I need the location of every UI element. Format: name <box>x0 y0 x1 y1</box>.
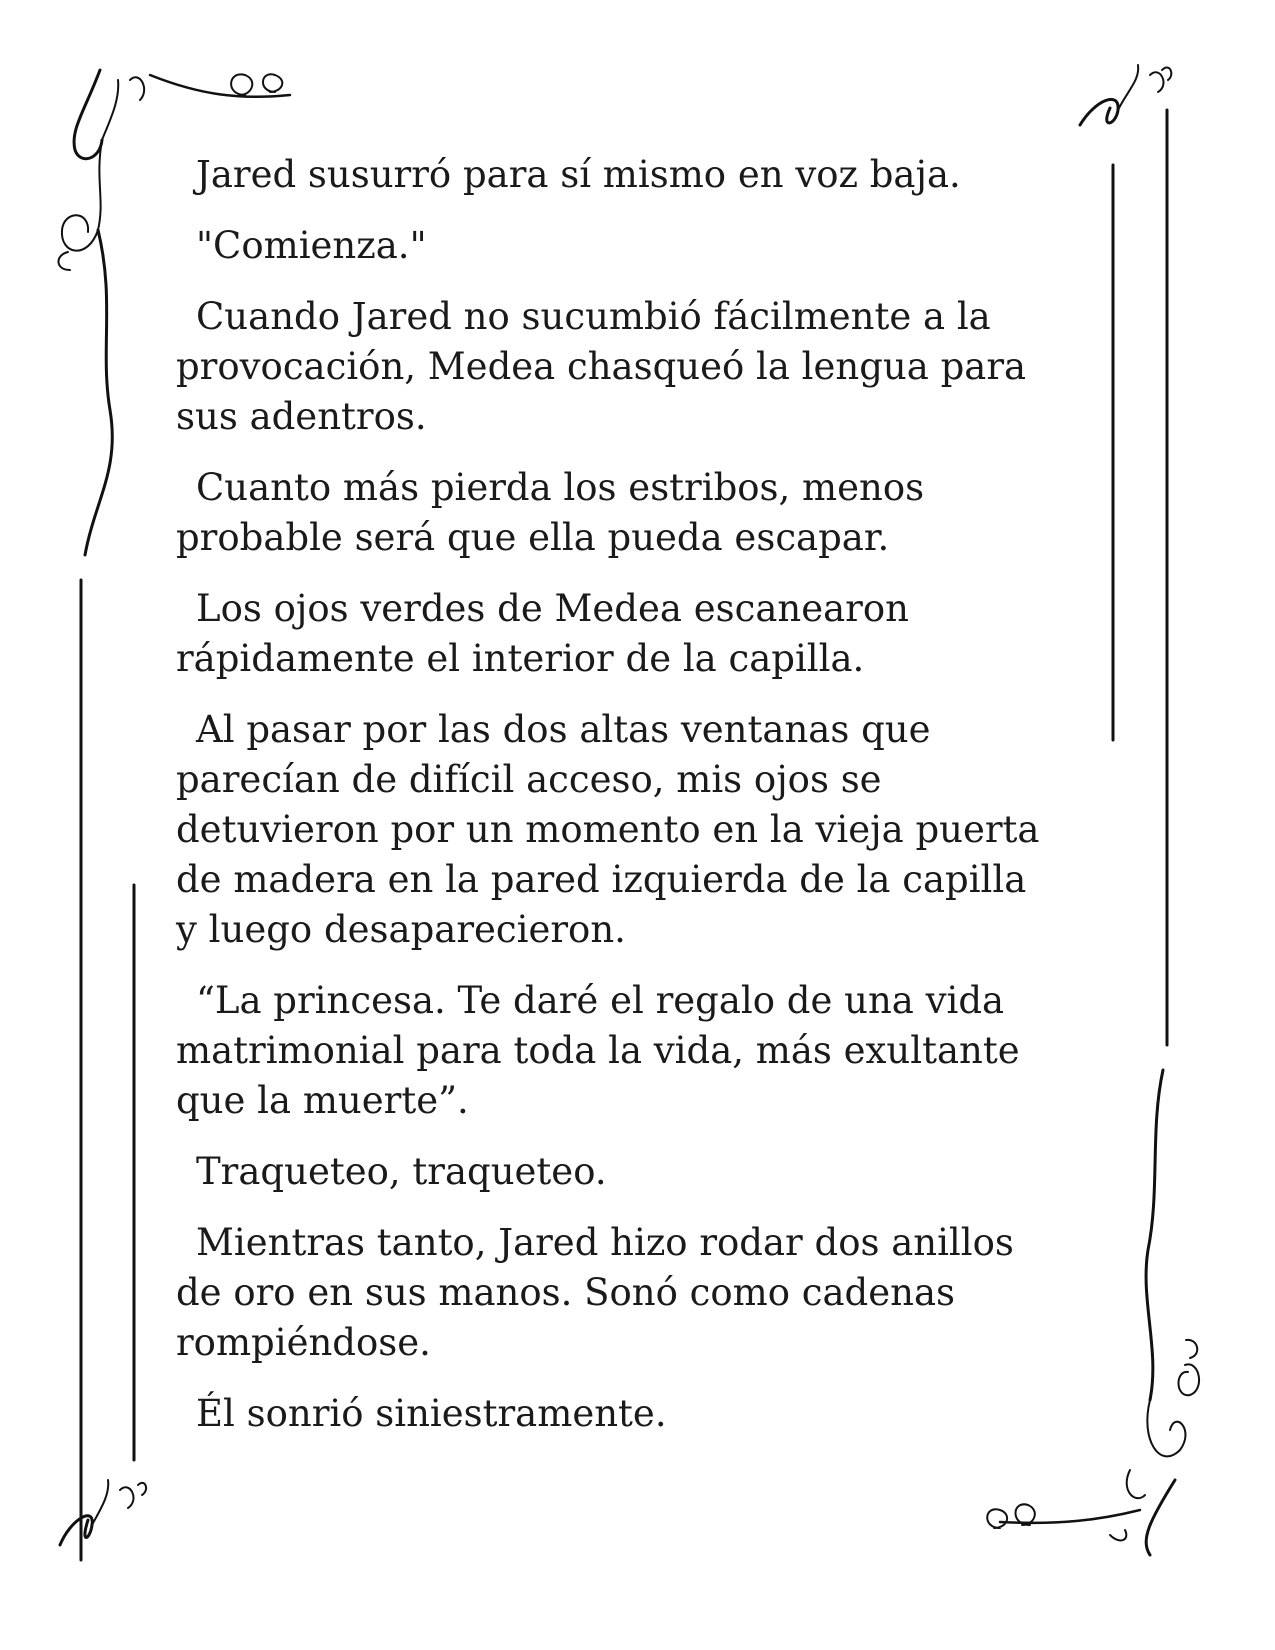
bottom-left-flourish-icon <box>60 1480 146 1545</box>
paragraph <box>176 1147 1056 1197</box>
text-line: parecían de difícil acceso, mis ojos se <box>176 758 882 801</box>
paragraph <box>176 584 1056 684</box>
text-line: "Comienza." <box>196 224 427 267</box>
text-line: rápidamente el interior de la capilla. <box>176 637 865 680</box>
text-line: provocación, Medea chasqueó la lengua para <box>176 345 1027 388</box>
text-line: Jared susurró para sí mismo en voz baja. <box>196 153 961 196</box>
text-line: Cuando Jared no sucumbió fácilmente a la <box>196 295 991 338</box>
text-line: sus adentros. <box>176 395 427 438</box>
paragraph <box>176 463 1056 563</box>
top-right-flourish-icon <box>1080 65 1171 125</box>
paragraph <box>176 1218 1056 1368</box>
text-line: detuvieron por un momento en la vieja puerta <box>176 808 1040 851</box>
text-line: Él sonrió siniestramente. <box>196 1392 667 1435</box>
text-line: Los ojos verdes de Medea escanearon <box>196 587 909 630</box>
text-line: de madera en la pared izquierda de la capilla <box>176 858 1027 901</box>
text-line: que la muerte”. <box>176 1079 469 1122</box>
text-line: rompiéndose. <box>176 1321 431 1364</box>
text-line: Al pasar por las dos altas ventanas que <box>196 708 931 751</box>
paragraph <box>176 976 1056 1126</box>
paragraph <box>176 221 1056 271</box>
paragraph <box>176 150 1056 200</box>
paragraph <box>176 1389 1056 1439</box>
paragraph <box>176 292 1056 442</box>
text-line: “La princesa. Te daré el regalo de una vida <box>196 979 1005 1022</box>
text-line: probable será que ella pueda escapar. <box>176 516 890 559</box>
text-line: Mientras tanto, Jared hizo rodar dos anillos <box>196 1221 1014 1264</box>
paragraph <box>176 705 1056 955</box>
text-line: matrimonial para toda la vida, más exultante <box>176 1029 1020 1072</box>
text-line: de oro en sus manos. Sonó como cadenas <box>176 1271 956 1314</box>
text-line: y luego desaparecieron. <box>176 908 626 951</box>
text-line: Traqueteo, traqueteo. <box>196 1150 607 1193</box>
text-line: Cuanto más pierda los estribos, menos <box>196 466 925 509</box>
story-text <box>176 150 1056 1460</box>
